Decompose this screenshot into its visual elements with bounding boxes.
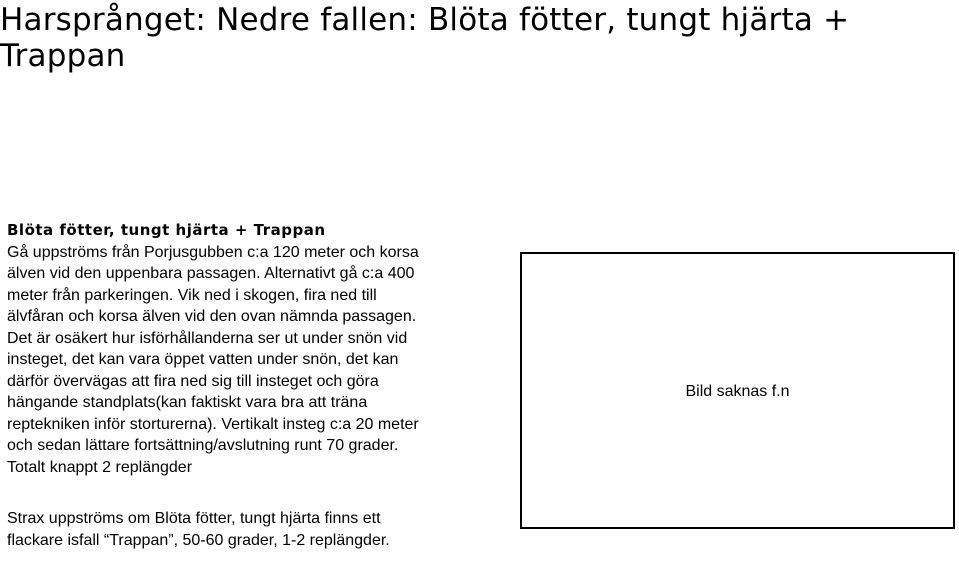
route-paragraph: Gå uppströms från Porjusgubben c:a 120 meter och korsa älven vid den uppenbara passagen. Alternativt gå c:a 400 meter från parkeringen. Vik ned i skogen, fira ned till älvfåran och korsa älven vid den ovan nämnda passagen. Det är osäkert hur isförhållanderna ser ut under snön vid insteget, det kan vara öppet vatten under snön, det kan därför övervägas att fira ned sig till insteget och göra hängande standplats(kan faktiskt vara bra att träna reptekniken inför storturerna). Vertikalt insteg c:a 20 meter och sedan lättare fortsättning/avslutning runt 70 grader. Totalt knappt 2 replängder [7, 243, 419, 476]
route-heading: Blöta fötter, tungt hjärta + Trappan [7, 221, 326, 239]
page-title: Harsprånget: Nedre fallen: Blöta fötter, tungt hjärta + Trappan [0, 2, 850, 74]
route-description [7, 220, 427, 478]
image-missing-text: Bild saknas f.n [685, 382, 790, 400]
image-placeholder [520, 252, 955, 529]
trappan-paragraph: Strax uppströms om Blöta fötter, tungt hjärta finns ett flackare isfall “Trappan”, 50-60 grader, 1-2 replängder. [7, 510, 390, 549]
